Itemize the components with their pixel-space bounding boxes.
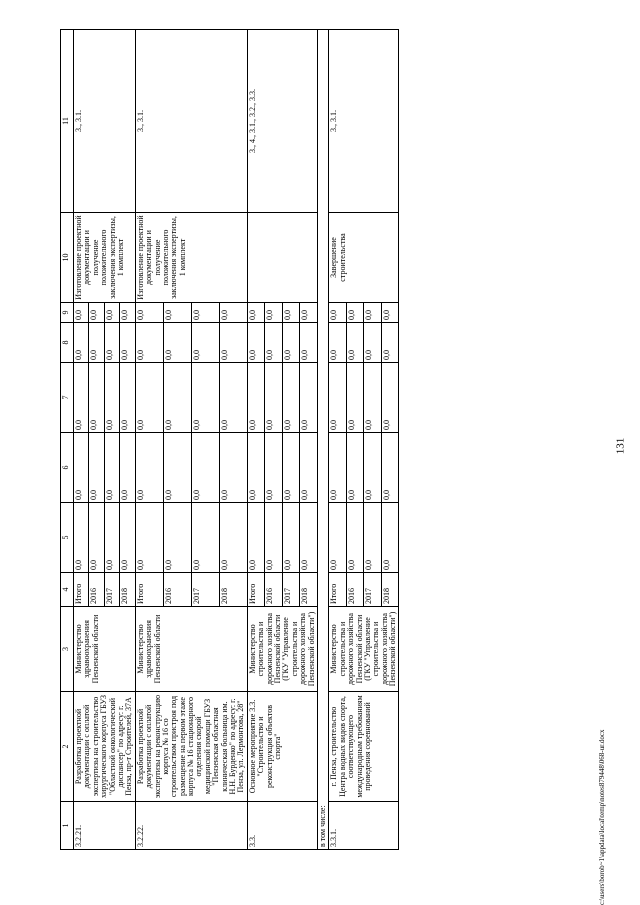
column-header: 6 [61, 433, 74, 503]
executor-name: Министерство здравоохранения Пензенской области [135, 607, 247, 692]
year-cell: 2016 [265, 573, 283, 607]
amount-cell: 0,0 [219, 363, 247, 433]
amount-cell: 0,0 [346, 503, 364, 573]
indicator-link-cell: 3., 4., 3.1., 3.2., 3.3. [247, 30, 317, 213]
amount-cell: 0,0 [346, 433, 364, 503]
amount-cell: 0,0 [282, 433, 300, 503]
executor-name: Министерство строительства и дорожного хозяйства Пензенской области (ГКУ "Управление строительства и дорожного хозяйства Пензенской области") [329, 607, 399, 692]
amount-cell: 0,0 [120, 303, 135, 323]
amount-cell: 0,0 [364, 303, 382, 323]
amount-cell: 0,0 [346, 323, 364, 363]
result-cell: Изготовление проектной документации и получение положительного заключения экспертизы, 1 комплект [135, 213, 247, 303]
amount-cell: 0,0 [89, 363, 104, 433]
amount-cell: 0,0 [191, 303, 219, 323]
activity-name: Разработка проектной документации с оплатой экспертизы на строительство хирургического корпуса ГБУЗ "Областной онкологический диспансер" по адресу: г. Пенза, пр-т Строителей, 37А [74, 692, 136, 802]
amount-cell: 0,0 [247, 503, 265, 573]
amount-cell: 0,0 [163, 503, 191, 573]
amount-cell: 0,0 [163, 303, 191, 323]
year-cell: 2018 [219, 573, 247, 607]
amount-cell: 0,0 [329, 303, 347, 323]
amount-cell: 0,0 [247, 433, 265, 503]
table-row [135, 30, 163, 850]
amount-cell: 0,0 [329, 503, 347, 573]
amount-cell: 0,0 [329, 433, 347, 503]
column-header: 9 [61, 303, 74, 323]
indicator-link-cell: 3., 3.1. [74, 30, 136, 213]
year-cell: Итого [135, 573, 163, 607]
amount-cell: 0,0 [282, 303, 300, 323]
page-number: 131 [614, 437, 627, 455]
amount-cell: 0,0 [329, 363, 347, 433]
amount-cell: 0,0 [381, 323, 399, 363]
column-header: 2 [61, 692, 74, 802]
amount-cell: 0,0 [104, 323, 119, 363]
result-cell [247, 213, 317, 303]
amount-cell: 0,0 [329, 323, 347, 363]
result-cell: Завершение строительства [329, 213, 399, 303]
table-row [247, 30, 265, 850]
amount-cell: 0,0 [104, 303, 119, 323]
amount-cell: 0,0 [364, 323, 382, 363]
amount-cell: 0,0 [265, 303, 283, 323]
column-header: 5 [61, 503, 74, 573]
row-number: 3.3.1. [329, 802, 399, 850]
activity-name: г. Пенза, строительство Центра водных видов спорта, соответствующего международным требованиям проведения соревнований [329, 692, 399, 802]
executor-name: Министерство здравоохранения Пензенской области [74, 607, 136, 692]
column-header: 11 [61, 30, 74, 213]
year-cell: 2017 [104, 573, 119, 607]
amount-cell: 0,0 [300, 363, 318, 433]
amount-cell: 0,0 [219, 433, 247, 503]
amount-cell: 0,0 [265, 323, 283, 363]
amount-cell: 0,0 [282, 363, 300, 433]
amount-cell: 0,0 [89, 503, 104, 573]
row-number: 3.2.22. [135, 802, 247, 850]
amount-cell: 0,0 [74, 323, 89, 363]
table-row [74, 30, 89, 850]
year-cell: 2018 [300, 573, 318, 607]
amount-cell: 0,0 [364, 503, 382, 573]
indicator-link-cell: 3., 3.1. [329, 30, 399, 213]
amount-cell: 0,0 [191, 323, 219, 363]
indicator-link-cell: 3., 3.1. [135, 30, 247, 213]
amount-cell: 0,0 [381, 433, 399, 503]
amount-cell: 0,0 [135, 303, 163, 323]
amount-cell: 0,0 [247, 303, 265, 323]
amount-cell: 0,0 [74, 503, 89, 573]
amount-cell: 0,0 [282, 503, 300, 573]
row-number: 3.2.21. [74, 802, 136, 850]
activity-name: Разработка проектной документации с оплатой экспертизы на реконструкцию корпуса № 16 со строительством пристроя под размещение на первом этаже корпуса № 16 стационарного отделения скорой медицинской помощи ГБУЗ "Пензенская областная клиническая больница им. Н.Н. Бурденко" по адресу: г. Пенза, ул. Лермонтова, 28" [135, 692, 247, 802]
column-header: 8 [61, 323, 74, 363]
amount-cell: 0,0 [219, 303, 247, 323]
amount-cell: 0,0 [120, 503, 135, 573]
amount-cell: 0,0 [120, 323, 135, 363]
amount-cell: 0,0 [300, 303, 318, 323]
result-cell: Изготовление проектной документации и получение положительного заключения экспертизы, 1 комплект [74, 213, 136, 303]
amount-cell: 0,0 [191, 363, 219, 433]
amount-cell: 0,0 [120, 363, 135, 433]
year-cell: 2018 [381, 573, 399, 607]
rotated-table-sheet [60, 30, 587, 850]
year-cell: 2017 [191, 573, 219, 607]
amount-cell: 0,0 [135, 363, 163, 433]
table-body [74, 30, 399, 850]
amount-cell: 0,0 [364, 363, 382, 433]
table-row [329, 30, 347, 850]
amount-cell: 0,0 [346, 363, 364, 433]
amount-cell: 0,0 [300, 323, 318, 363]
subheading-label: в том числе: [317, 30, 328, 850]
amount-cell: 0,0 [381, 363, 399, 433]
column-number-row [61, 30, 74, 850]
amount-cell: 0,0 [89, 433, 104, 503]
amount-cell: 0,0 [191, 433, 219, 503]
year-cell: Итого [74, 573, 89, 607]
amount-cell: 0,0 [135, 503, 163, 573]
column-header: 10 [61, 213, 74, 303]
year-cell: 2016 [89, 573, 104, 607]
amount-cell: 0,0 [135, 433, 163, 503]
amount-cell: 0,0 [120, 433, 135, 503]
year-cell: 2016 [163, 573, 191, 607]
amount-cell: 0,0 [247, 323, 265, 363]
column-header: 7 [61, 363, 74, 433]
year-cell: Итого [247, 573, 265, 607]
amount-cell: 0,0 [74, 363, 89, 433]
year-cell: 2016 [346, 573, 364, 607]
column-header: 1 [61, 802, 74, 850]
amount-cell: 0,0 [364, 433, 382, 503]
amount-cell: 0,0 [300, 433, 318, 503]
amount-cell: 0,0 [265, 433, 283, 503]
amount-cell: 0,0 [191, 503, 219, 573]
amount-cell: 0,0 [219, 503, 247, 573]
amount-cell: 0,0 [135, 323, 163, 363]
amount-cell: 0,0 [104, 433, 119, 503]
executor-name: Министерство строительства и дорожного хозяйства Пензенской области (ГКУ "Управление строительства и дорожного хозяйства Пензенской области") [247, 607, 317, 692]
amount-cell: 0,0 [346, 303, 364, 323]
amount-cell: 0,0 [89, 323, 104, 363]
footer-file-path [598, 730, 606, 905]
amount-cell: 0,0 [282, 323, 300, 363]
amount-cell: 0,0 [104, 503, 119, 573]
amount-cell: 0,0 [300, 503, 318, 573]
amount-cell: 0,0 [74, 433, 89, 503]
activity-name: Основное мероприятие 3.3. "Строительство и реконструкция объектов спорта" [247, 692, 317, 802]
row-number: 3.3. [247, 802, 317, 850]
year-cell: 2017 [282, 573, 300, 607]
amount-cell: 0,0 [74, 303, 89, 323]
amount-cell: 0,0 [219, 323, 247, 363]
amount-cell: 0,0 [104, 363, 119, 433]
footer-path-text: c:\users\borob~1\appdata\local\temp\notes879448\068-ur.docx [598, 729, 606, 905]
year-cell: Итого [329, 573, 347, 607]
amount-cell: 0,0 [247, 363, 265, 433]
amount-cell: 0,0 [163, 323, 191, 363]
program-table [60, 29, 399, 850]
amount-cell: 0,0 [381, 503, 399, 573]
amount-cell: 0,0 [265, 503, 283, 573]
year-cell: 2017 [364, 573, 382, 607]
amount-cell: 0,0 [89, 303, 104, 323]
column-header: 4 [61, 573, 74, 607]
subheading-row [317, 30, 328, 850]
amount-cell: 0,0 [381, 303, 399, 323]
amount-cell: 0,0 [265, 363, 283, 433]
year-cell: 2018 [120, 573, 135, 607]
amount-cell: 0,0 [163, 433, 191, 503]
amount-cell: 0,0 [163, 363, 191, 433]
column-header: 3 [61, 607, 74, 692]
